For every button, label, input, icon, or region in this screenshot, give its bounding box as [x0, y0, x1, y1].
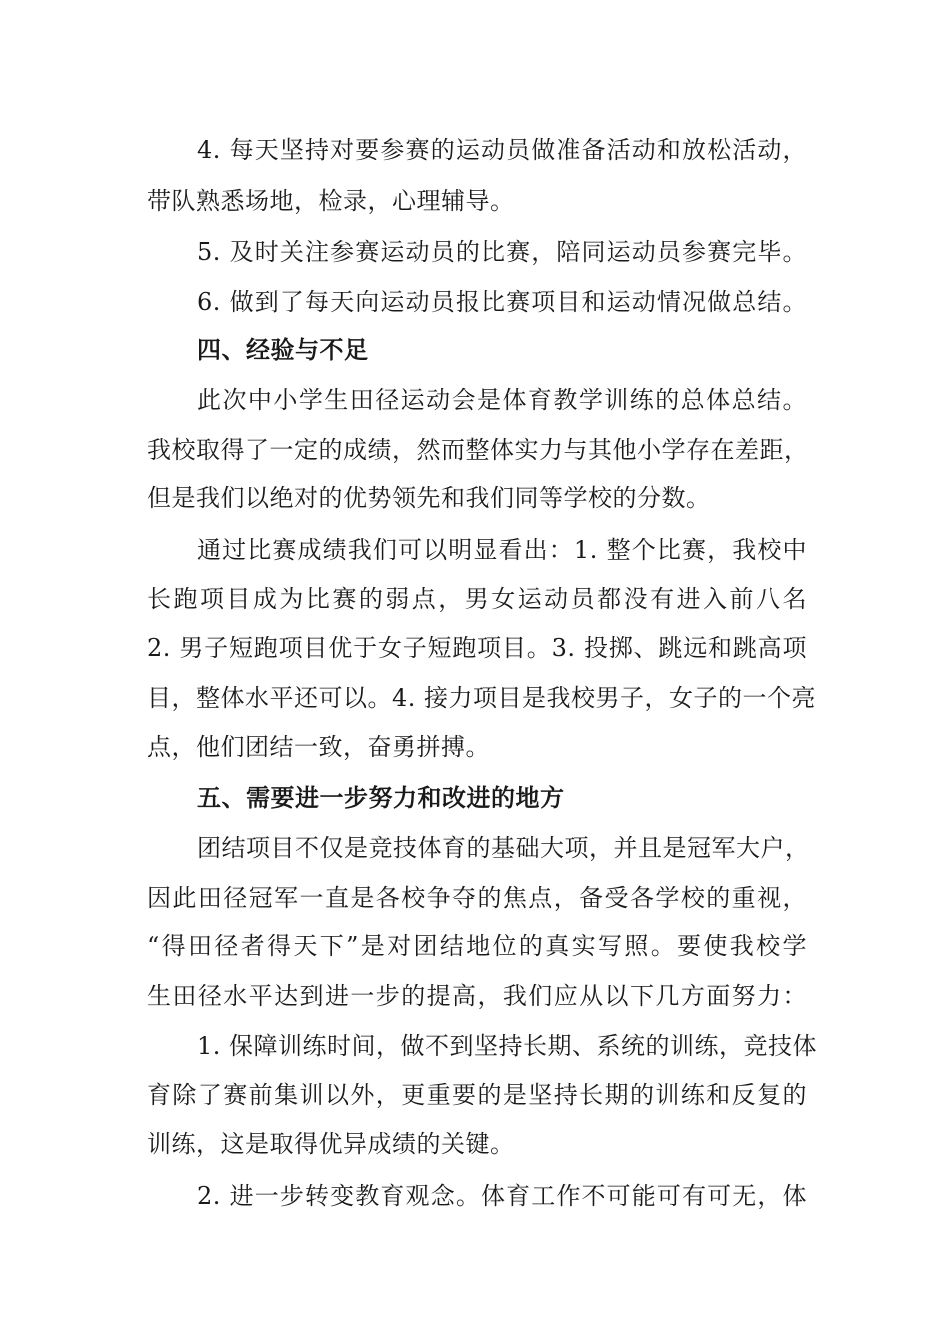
section-heading: 四、经验与不足	[197, 336, 369, 364]
text-line: 6. 做到了每天向运动员报比赛项目和运动情况做总结。	[197, 288, 807, 316]
text-line: 但是我们以绝对的优势领先和我们同等学校的分数。	[147, 484, 711, 512]
text-line: 目，整体水平还可以。4. 接力项目是我校男子，女子的一个亮	[147, 684, 817, 712]
text-line: 点，他们团结一致，奋勇拼搏。	[147, 733, 490, 761]
text-line: 团结项目不仅是竞技体育的基础大项，并且是冠军大户，	[197, 834, 810, 862]
text-line: 因此田径冠军一直是各校争夺的焦点，备受各学校的重视，	[147, 884, 807, 912]
text-line: 2. 进一步转变教育观念。体育工作不可能可有可无，体	[197, 1182, 807, 1210]
text-line: 5. 及时关注参赛运动员的比赛，陪同运动员参赛完毕。	[197, 238, 807, 266]
text-line: “得田径者得天下”是对团结地位的真实写照。要使我校学	[147, 932, 807, 960]
text-line: 2. 男子短跑项目优于女子短跑项目。3. 投掷、跳远和跳高项	[147, 634, 807, 662]
text-line: 训练，这是取得优异成绩的关键。	[147, 1130, 515, 1158]
section-heading: 五、需要进一步努力和改进的地方	[197, 784, 565, 812]
text-line: 生田径水平达到进一步的提高，我们应从以下几方面努力：	[147, 982, 807, 1010]
text-line: 4. 每天坚持对要参赛的运动员做准备活动和放松活动，	[197, 136, 807, 164]
text-line: 长跑项目成为比赛的弱点，男女运动员都没有进入前八名	[147, 585, 807, 613]
text-line: 此次中小学生田径运动会是体育教学训练的总体总结。	[197, 386, 807, 414]
text-line: 我校取得了一定的成绩，然而整体实力与其他小学存在差距，	[147, 436, 809, 464]
text-line: 带队熟悉场地，检录，心理辅导。	[147, 187, 515, 215]
text-line: 育除了赛前集训以外，更重要的是坚持长期的训练和反复的	[147, 1081, 807, 1109]
text-line: 通过比赛成绩我们可以明显看出：1. 整个比赛，我校中	[197, 536, 807, 564]
text-line: 1. 保障训练时间，做不到坚持长期、系统的训练，竞技体	[197, 1032, 818, 1060]
